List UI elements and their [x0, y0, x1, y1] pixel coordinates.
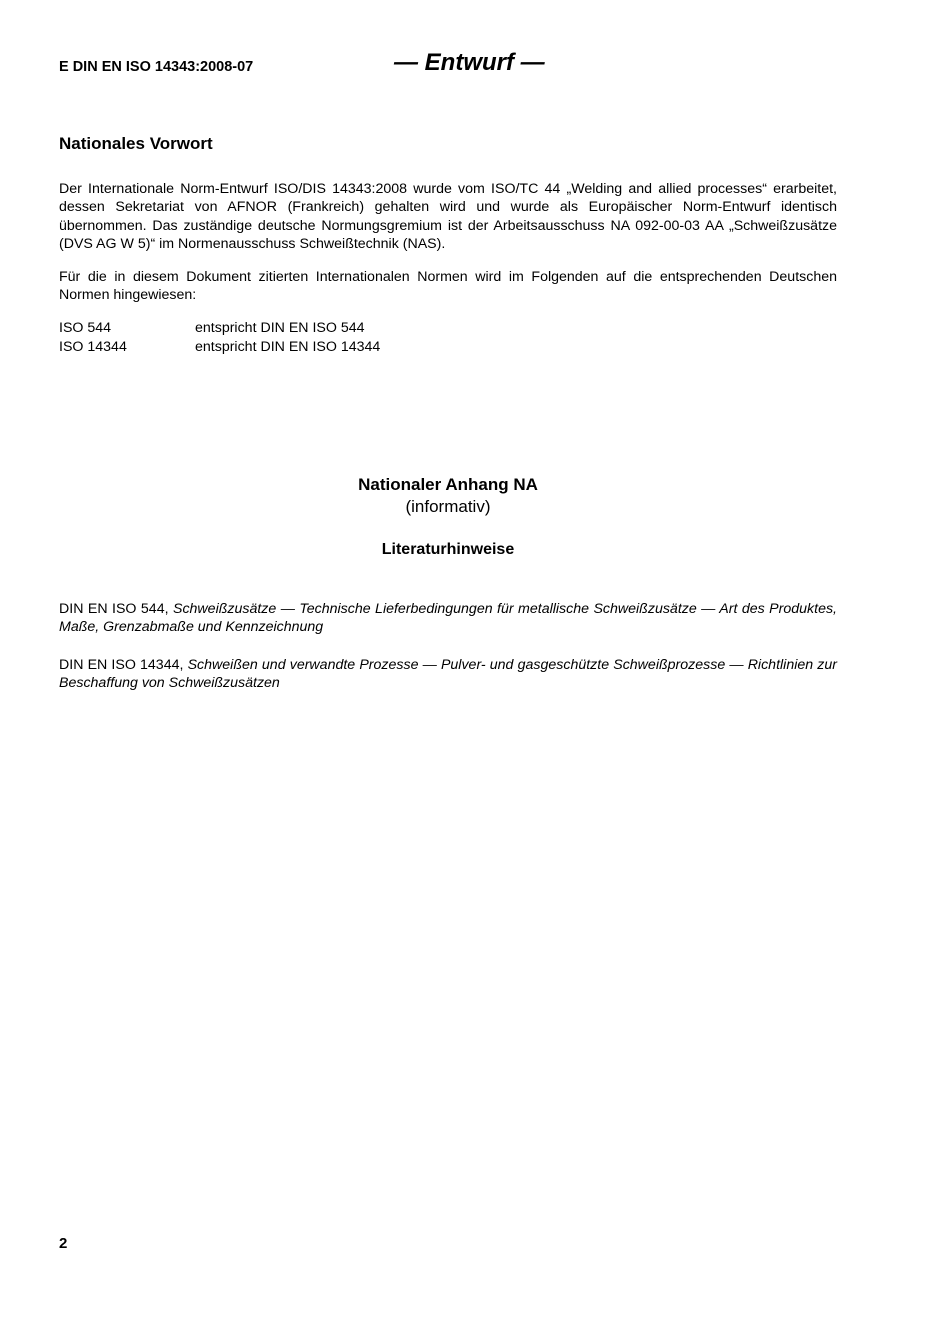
bibliography-heading: Literaturhinweise [381, 541, 515, 558]
reference-text: entspricht DIN EN ISO 14344 [195, 339, 381, 355]
bibliography-entry [59, 600, 837, 637]
annex-heading: Nationaler Anhang NA [358, 475, 538, 494]
foreword-paragraph-2: Für die in diesem Dokument zitierten Internationalen Normen wird im Folgenden auf die entsprechenden Deutschen Normen hingewiesen: [59, 269, 837, 304]
foreword-heading: Nationales Vorwort [59, 134, 213, 153]
page-number: 2 [59, 1235, 68, 1252]
bibliography-title: Schweißen und verwandte Prozesse — Pulver- und gasgeschützte Schweißprozesse — Richtlinien zur Beschaffung von Schweißzusätzen [59, 657, 837, 692]
document-id: E DIN EN ISO 14343:2008-07 [59, 59, 254, 75]
reference-code: ISO 544 [59, 320, 112, 336]
bibliography-title: Schweißzusätze — Technische Lieferbedingungen für metallische Schweißzusätze — Art des Produktes, Maße, Grenzabmaße und Kennzeichnung [59, 601, 838, 636]
reference-row [59, 319, 365, 337]
reference-row [59, 338, 380, 356]
bibliography-ref: DIN EN ISO 14344, [59, 657, 188, 673]
foreword-paragraph-1: Der Internationale Norm-Entwurf ISO/DIS 14343:2008 wurde vom ISO/TC 44 „Welding and allied processes“ erarbeitet, dessen Sekretariat von AFNOR (Frankreich) gehalten wird und wurde als Europäischer Norm-Entwurf identisch übernommen. Das zuständige deutsche Normungsgremium ist der Arbeitsausschuss NA 092-00-03 AA „Schweißzusätze (DVS AG W 5)“ im Normenausschuss Schweißtechnik (NAS). [59, 181, 837, 253]
reference-text: entspricht DIN EN ISO 544 [195, 320, 365, 336]
bibliography-ref: DIN EN ISO 544, [59, 601, 173, 617]
annex-subtitle: (informativ) [405, 497, 491, 516]
draft-mark: — Entwurf — [394, 49, 545, 76]
bibliography-entry [59, 656, 837, 693]
reference-code: ISO 14344 [59, 339, 127, 355]
